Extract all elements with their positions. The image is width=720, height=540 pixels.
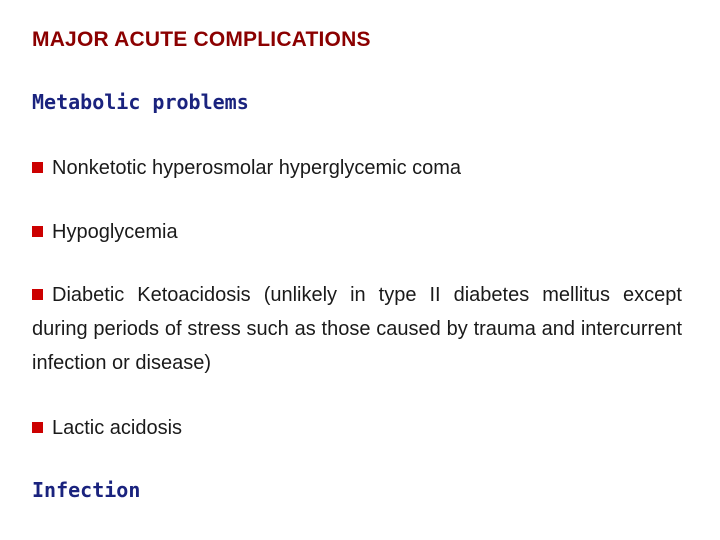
square-bullet-icon [32,422,43,433]
list-item-text: Lactic acidosis [52,417,183,439]
list-item [32,215,178,249]
list-item-text: Hypoglycemia [52,221,178,243]
list-item [32,411,182,445]
section-heading-metabolic-problems: Metabolic problems [32,90,249,114]
list-item-text: Diabetic Ketoacidosis (unlikely in type II diabetes mellitus except during periods of stress such as those caused by trauma and intercurrent infection or disease) [32,284,682,374]
list-item [32,151,461,185]
square-bullet-icon [32,289,43,300]
slide-title: MAJOR ACUTE COMPLICATIONS [32,28,371,51]
list-item [32,278,682,380]
section-heading-infection: Infection [32,478,141,502]
square-bullet-icon [32,162,43,173]
square-bullet-icon [32,226,43,237]
list-item-text: Nonketotic hyperosmolar hyperglycemic coma [52,157,462,179]
